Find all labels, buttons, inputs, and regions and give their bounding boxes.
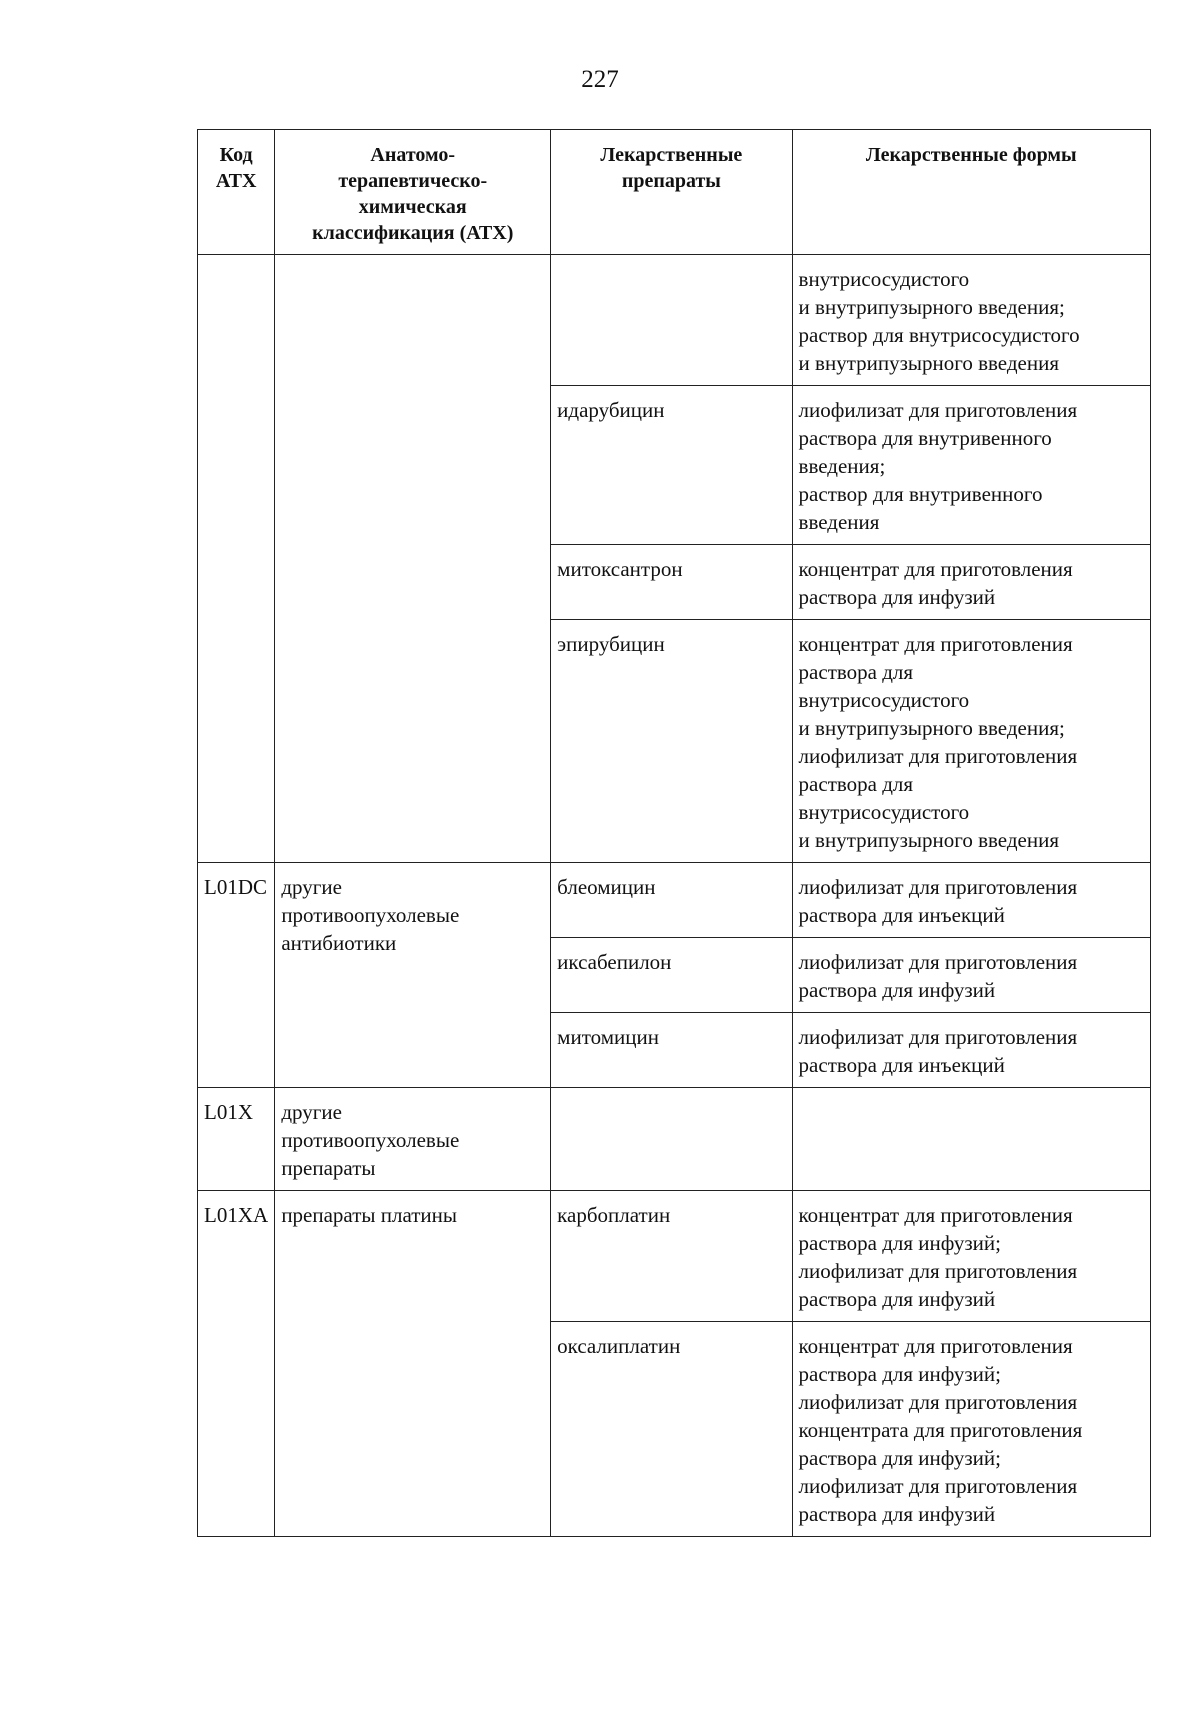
cell-drug: оксалиплатин — [551, 1322, 792, 1537]
atx-table — [197, 129, 1151, 1537]
cell-code: L01DC — [198, 863, 275, 1088]
cell-drug — [551, 255, 792, 386]
cell-drug: идарубицин — [551, 386, 792, 545]
table-row — [198, 1088, 1151, 1191]
table-row — [198, 255, 1151, 386]
page-number: 227 — [581, 66, 619, 93]
cell-forms: лиофилизат для приготовления раствора для внутривенного введения; раствор для внутривенного введения — [792, 386, 1150, 545]
cell-drug: карбоплатин — [551, 1191, 792, 1322]
cell-drug — [551, 1088, 792, 1191]
cell-forms: концентрат для приготовления раствора для внутрисосудистого и внутрипузырного введения; лиофилизат для приготовления раствора для внутрисосудистого и внутрипузырного введения — [792, 620, 1150, 863]
table-row — [198, 1191, 1151, 1322]
cell-forms: лиофилизат для приготовления раствора для инъекций — [792, 863, 1150, 938]
table-header-row — [198, 130, 1151, 255]
cell-forms: лиофилизат для приготовления раствора для инъекций — [792, 1013, 1150, 1088]
header-drugs: Лекарственные препараты — [551, 130, 792, 255]
cell-forms: концентрат для приготовления раствора для инфузий; лиофилизат для приготовления раствора для инфузий — [792, 1191, 1150, 1322]
cell-code: L01X — [198, 1088, 275, 1191]
table-row — [198, 863, 1151, 938]
header-classification: Анатомо- терапевтическо- химическая классификация (АТХ) — [275, 130, 551, 255]
cell-drug: эпирубицин — [551, 620, 792, 863]
cell-classification: препараты платины — [275, 1191, 551, 1537]
cell-drug: иксабепилон — [551, 938, 792, 1013]
cell-drug: митоксантрон — [551, 545, 792, 620]
cell-forms — [792, 1088, 1150, 1191]
cell-forms: лиофилизат для приготовления раствора для инфузий — [792, 938, 1150, 1013]
cell-classification: другие противоопухолевые антибиотики — [275, 863, 551, 1088]
cell-forms: концентрат для приготовления раствора для инфузий — [792, 545, 1150, 620]
cell-classification — [275, 255, 551, 863]
cell-drug: митомицин — [551, 1013, 792, 1088]
cell-forms: внутрисосудистого и внутрипузырного введения; раствор для внутрисосудистого и внутрипузырного введения — [792, 255, 1150, 386]
cell-code: L01XA — [198, 1191, 275, 1537]
header-forms: Лекарственные формы — [792, 130, 1150, 255]
header-code: Код АТХ — [198, 130, 275, 255]
cell-drug: блеомицин — [551, 863, 792, 938]
cell-forms: концентрат для приготовления раствора для инфузий; лиофилизат для приготовления концентрата для приготовления раствора для инфузий; лиофилизат для приготовления раствора для инфузий — [792, 1322, 1150, 1537]
cell-classification: другие противоопухолевые препараты — [275, 1088, 551, 1191]
cell-code — [198, 255, 275, 863]
